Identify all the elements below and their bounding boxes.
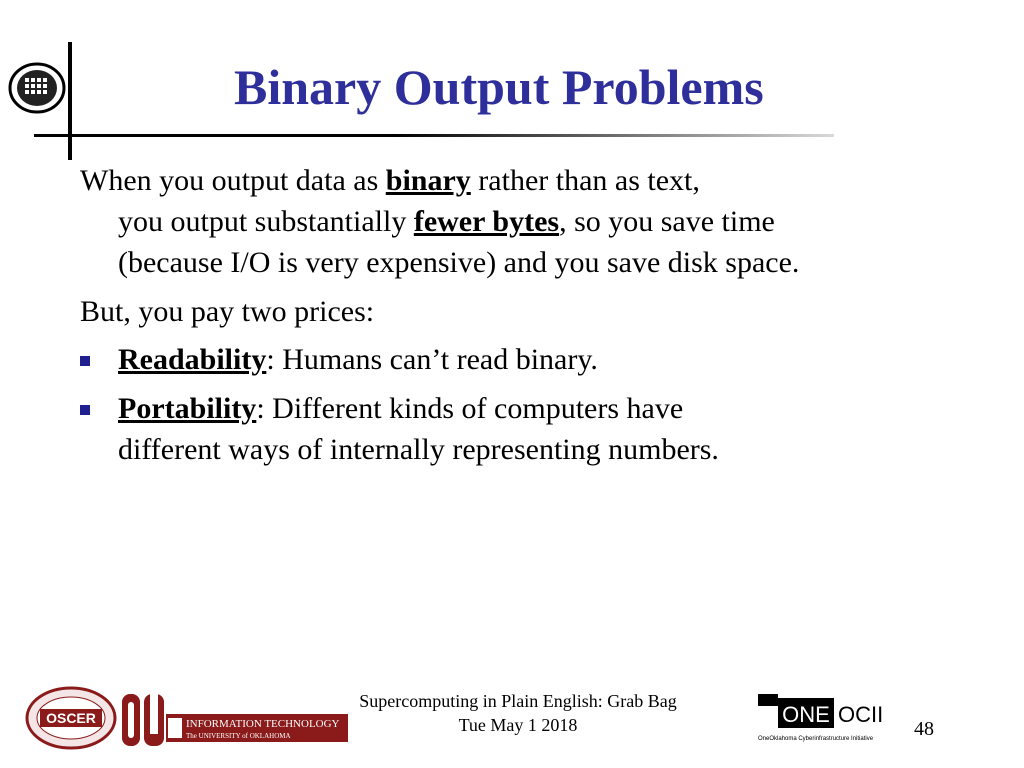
title-vertical-rule <box>68 42 72 160</box>
ou-logo <box>120 690 166 750</box>
oneocii-logo <box>756 692 892 744</box>
body-paragraph-line-2 <box>118 205 775 239</box>
text-run: you output substantially <box>118 205 414 238</box>
bullet-readability <box>118 343 598 377</box>
one-text: ONE <box>782 702 830 727</box>
text-run: When you output data as <box>80 164 386 197</box>
bullet-marker <box>80 405 90 415</box>
it-logo-subtext: The UNIVERSITY of OKLAHOMA <box>186 732 291 740</box>
bullet-marker <box>80 356 90 366</box>
bullet-text: : Humans can’t read binary. <box>266 343 598 376</box>
ocii-subtext: OneOklahoma Cyberinfrastructure Initiative <box>758 736 874 742</box>
bullet-text: : Different kinds of computers have <box>256 392 684 425</box>
body-paragraph-line-1 <box>80 164 700 198</box>
page-number: 48 <box>914 718 934 740</box>
emphasis-fewer-bytes: fewer bytes <box>413 205 560 238</box>
slide-title: Binary Output Problems <box>234 59 764 115</box>
bullet-portability-continuation: different ways of internally representing numbers. <box>118 433 719 466</box>
footer-title: Supercomputing in Plain English: Grab Bag <box>359 691 677 711</box>
text-run: rather than as text, <box>470 164 700 197</box>
bullet-term: Portability <box>118 392 257 425</box>
oscer-logo <box>24 686 118 750</box>
title-horizontal-rule <box>34 134 834 137</box>
bullet-portability <box>118 392 683 426</box>
body-paragraph-line-3: (because I/O is very expensive) and you save disk space. <box>118 246 800 279</box>
it-logo-text: INFORMATION TECHNOLOGY <box>186 718 340 730</box>
ocii-text: OCII <box>838 702 884 727</box>
footer-date: Tue May 1 2018 <box>458 715 578 735</box>
seal-logo <box>8 62 66 114</box>
emphasis-binary: binary <box>385 164 471 197</box>
body-paragraph-2: But, you pay two prices: <box>80 295 375 328</box>
bullet-term: Readability <box>118 343 267 376</box>
text-run: , so you save time <box>559 205 775 238</box>
oscer-logo-text: OSCER <box>46 710 96 726</box>
